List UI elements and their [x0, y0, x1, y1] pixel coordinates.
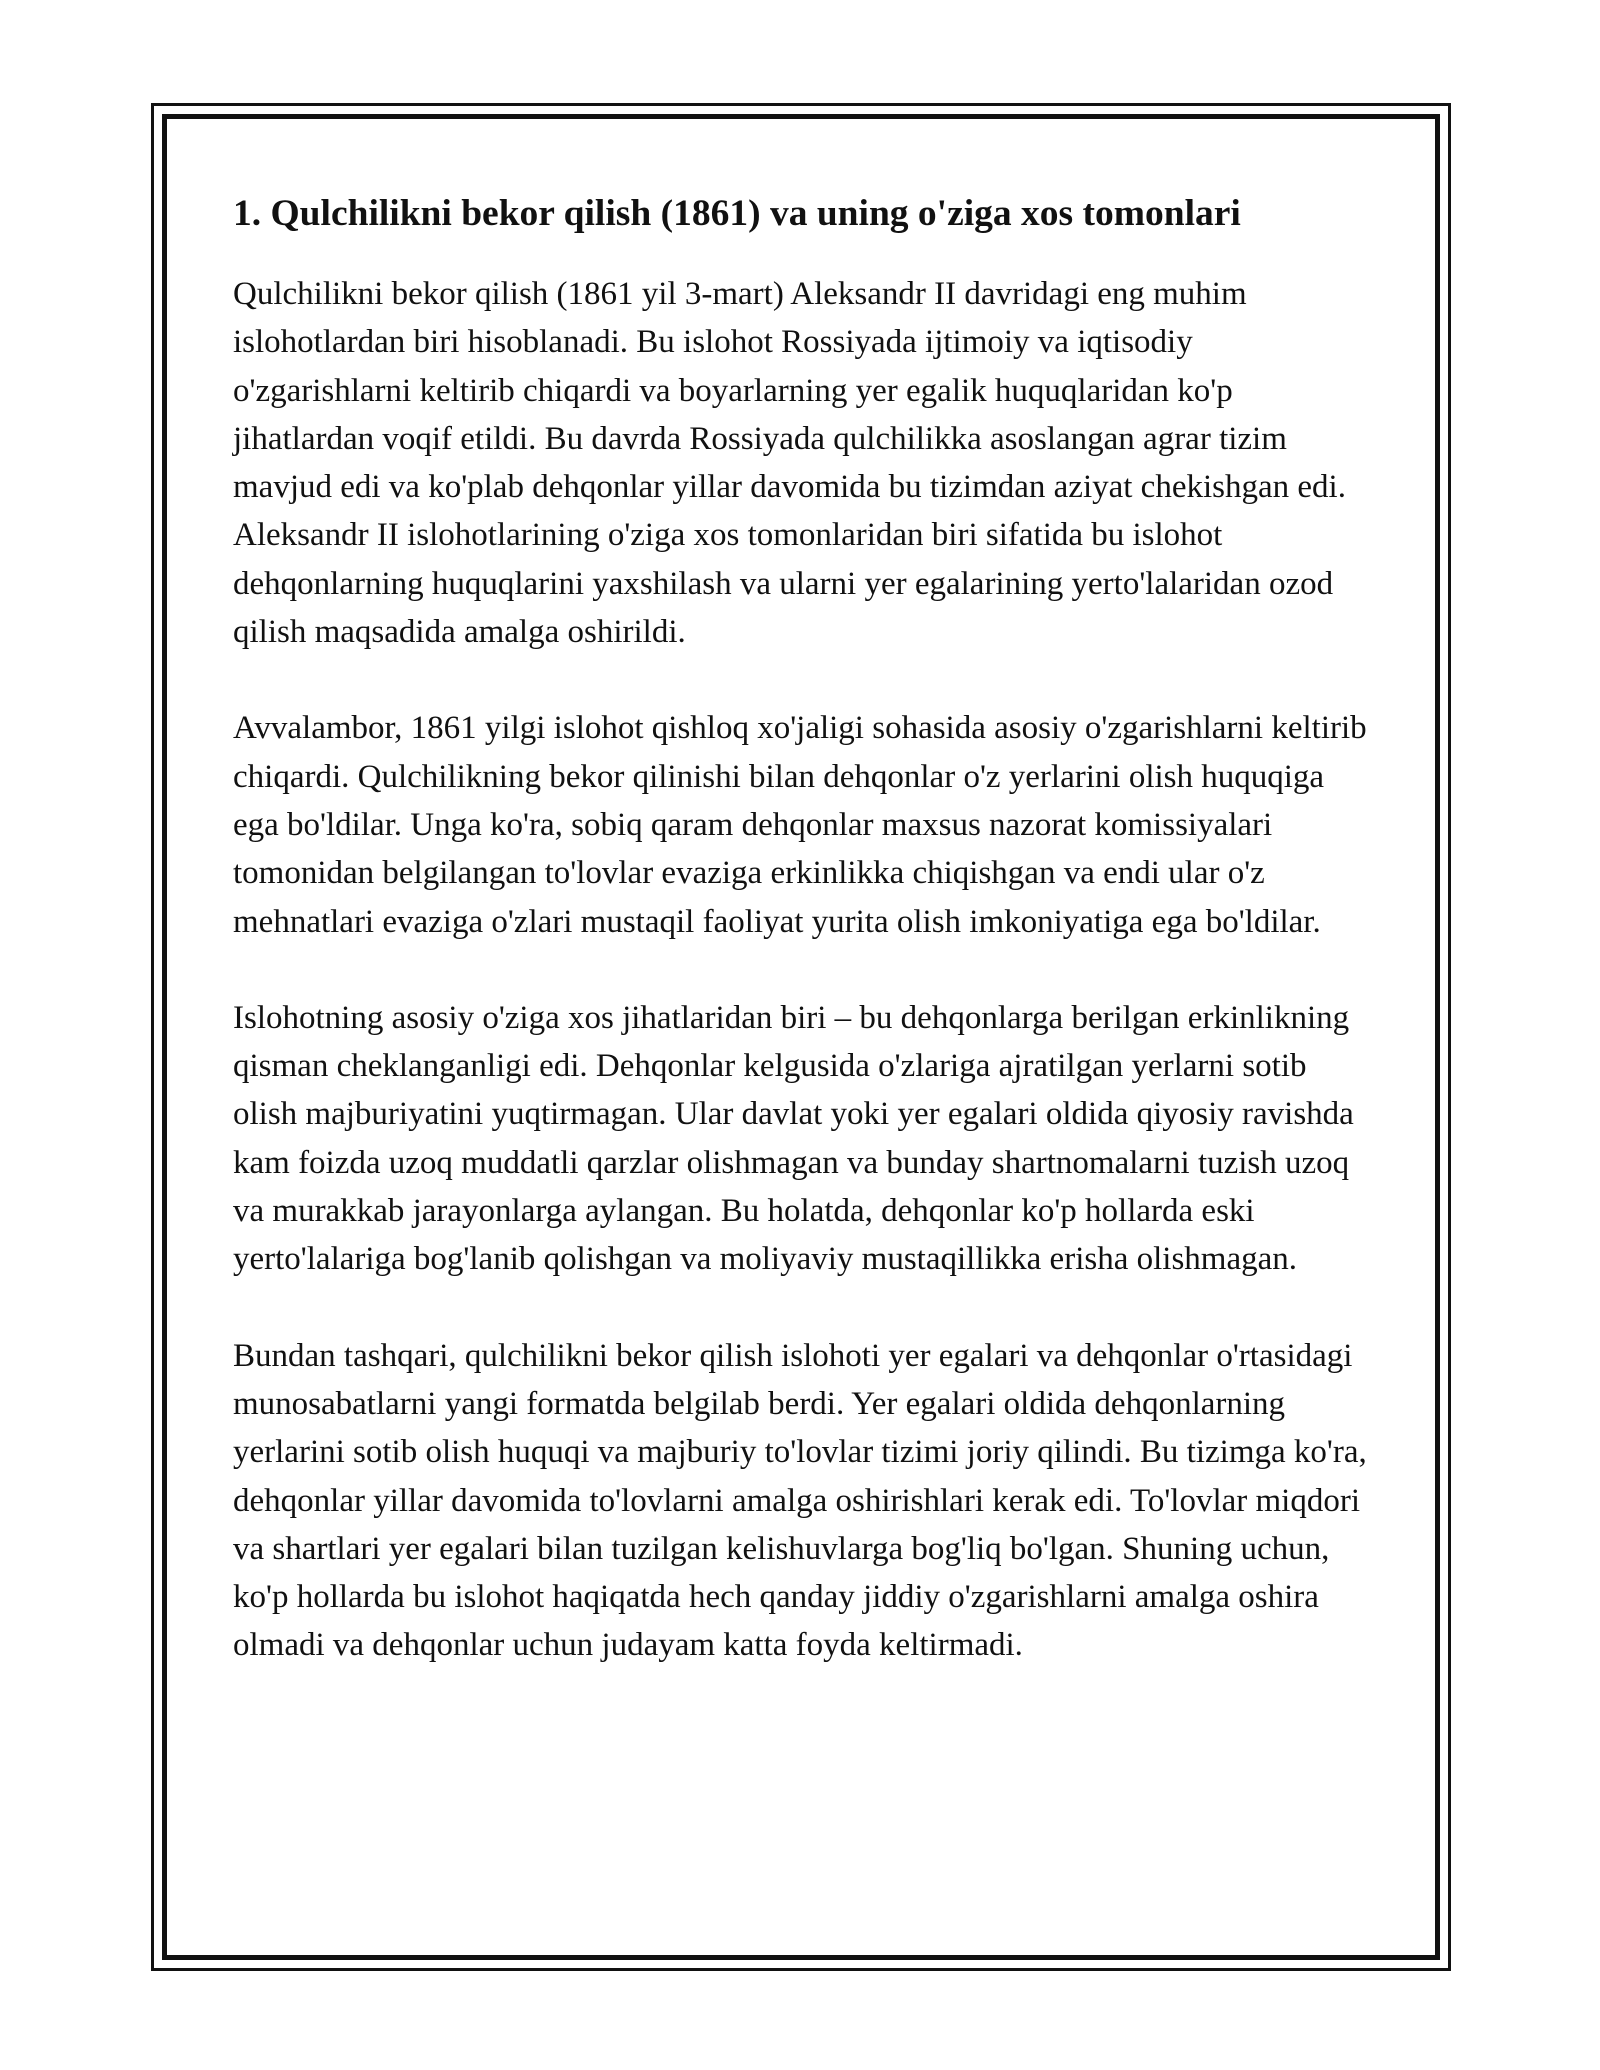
paragraph-2: Avvalambor, 1861 yilgi islohot qishloq xo'jaligi sohasida asosiy o'zgarishlarni keltirib chiqardi. Qulchilikning bekor qilinishi bilan dehqonlar o'z yerlarini olish huquqiga ega bo'ldilar. Unga ko'ra, sobiq qaram dehqonlar maxsus nazorat komissiyalari tomonidan belgilangan to'lovlar evaziga erkinlikka chiqishgan va endi ular o'z mehnatlari evaziga o'zlari mustaqil faoliyat yurita olish imkoniyatiga ega bo'ldilar.: [233, 710, 1367, 940]
document-title: 1. Qulchilikni bekor qilish (1861) va uning o'ziga xos tomonlari: [233, 193, 1241, 234]
paragraph-3: Islohotning asosiy o'ziga xos jihatlaridan biri – bu dehqonlarga berilgan erkinlikning qisman cheklanganligi edi. Dehqonlar kelgusida o'zlariga ajratilgan yerlarni sotib olish majburiyatini yuqtirmagan. Ular davlat yoki yer egalari oldida qiyosiy ravishda kam foizda uzoq muddatli qarzlar olishmagan va bunday shartnomalarni tuzish uzoq va murakkab jarayonlarga aylangan. Bu holatda, dehqonlar ko'p hollarda eski yerto'lalariga bog'lanib qolishgan va moliyaviy mustaqillikka erisha olishmagan.: [233, 999, 1354, 1278]
document-body: [233, 186, 1373, 1718]
paragraph-4: Bundan tashqari, qulchilikni bekor qilish islohoti yer egalari va dehqonlar o'rtasidagi munosabatlarni yangi formatda belgilab berdi. Yer egalari oldida dehqonlarning yerlarini sotib olish huquqi va majburiy to'lovlar tizimi joriy qilindi. Bu tizimga ko'ra, dehqonlar yillar davomida to'lovlarni amalga oshirishlari kerak edi. To'lovlar miqdori va shartlari yer egalari bilan tuzilgan kelishuvlarga bog'liq bo'lgan. Shuning uchun, ko'p hollarda bu islohot haqiqatda hech qanday jiddiy o'zgarishlarni amalga oshira olmadi va dehqonlar uchun judayam katta foyda keltirmadi.: [233, 1337, 1367, 1664]
paragraph-1: Qulchilikni bekor qilish (1861 yil 3-mart) Aleksandr II davridagi eng muhim islohotlardan biri hisoblanadi. Bu islohot Rossiyada ijtimoiy va iqtisodiy o'zgarishlarni keltirib chiqardi va boyarlarning yer egalik huquqlaridan ko'p jihatlardan voqif etildi. Bu davrda Rossiyada qulchilikka asoslangan agrar tizim mavjud edi va ko'plab dehqonlar yillar davomida bu tizimdan aziyat chekishgan edi. Aleksandr II islohotlarining o'ziga xos tomonlaridan biri sifatida bu islohot dehqonlarning huquqlarini yaxshilash va ularni yer egalarining yerto'lalaridan ozod qilish maqsadida amalga oshirildi.: [233, 276, 1346, 651]
